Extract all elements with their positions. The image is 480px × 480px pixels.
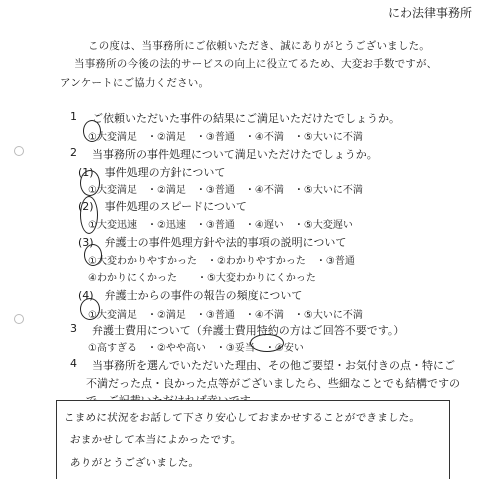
q2-text: 当事務所の事件処理について満足いただけたでしょうか。 xyxy=(92,148,378,161)
q1-answer-circle xyxy=(83,120,101,142)
q1-options: ①大変満足 ・②満足 ・③普通 ・④不満 ・⑤大いに不満 xyxy=(88,132,363,143)
q2-sub4-label: (4) 弁護士からの事件の報告の頻度について xyxy=(78,289,303,302)
q2-sub1-answer-circle xyxy=(80,170,100,196)
q2-sub2-answer-circle xyxy=(80,196,98,234)
q3-text: 弁護士費用について（弁護士費用特約の方はご回答不要です。） xyxy=(92,324,405,337)
handwritten-comment-line-1: こまめに状況をお話して下さり安心しておまかせすることができました。 xyxy=(63,412,421,424)
q4-number: 4 xyxy=(70,357,77,370)
intro-line-3: アンケートにご協力ください。 xyxy=(60,77,210,89)
q2-sub2-label: (2) 事件処理のスピードについて xyxy=(78,200,247,213)
handwritten-comment-line-3: ありがとうございました。 xyxy=(69,457,201,469)
q1-number: 1 xyxy=(70,110,77,123)
q2-sub2-options: ①大変迅速 ・②迅速 ・③普通 ・④遅い ・⑤大変遅い xyxy=(88,220,353,231)
intro-line-2: 当事務所の今後の法的サービスの向上に役立てるため、大変お手数ですが、 xyxy=(74,58,438,70)
q2-sub4-answer-circle xyxy=(80,298,100,320)
q2-sub1-options: ①大変満足 ・②満足 ・③普通 ・④不満 ・⑤大いに不満 xyxy=(88,185,363,196)
q4-line-1: 当事務所を選んでいただいた理由、その他ご要望・お気付きの点・特にご xyxy=(92,359,455,372)
q2-sub3-label: (3) 弁護士の事件処理方針や法的事項の説明について xyxy=(78,236,347,249)
q2-sub3-options-b: ④わかりにくかった ・⑤大変わかりにくかった xyxy=(88,273,316,284)
q2-number: 2 xyxy=(70,146,77,159)
binder-hole xyxy=(14,146,24,156)
handwritten-comment-line-2: おまかせして本当によかったです。 xyxy=(69,434,243,446)
q1-text: ご依頼いただいた事件の結果にご満足いただけたでしょうか。 xyxy=(92,112,400,125)
q3-number: 3 xyxy=(70,322,77,335)
q2-sub1-label: (1) 事件処理の方針について xyxy=(78,166,226,179)
law-firm-name: にわ法律事務所 xyxy=(387,6,472,20)
binder-hole xyxy=(14,314,24,324)
q3-options: ①高すぎる ・②やや高い ・③妥当 ・④安い xyxy=(88,343,304,354)
q4-line-2: 不満だった点・良かった点等がございましたら、些細なことでも結構ですの xyxy=(86,377,460,390)
intro-line-1: この度は、当事務所にご依頼いただき、誠にありがとうございました。 xyxy=(88,40,430,52)
q3-answer-circle xyxy=(250,334,284,352)
q2-sub3-answer-circle xyxy=(84,244,102,266)
q2-sub4-options: ①大変満足 ・②満足 ・③普通 ・④不満 ・⑤大いに不満 xyxy=(88,310,363,321)
q2-sub3-options-a: ①大変わかりやすかった ・②わかりやすかった ・③普通 xyxy=(88,256,355,267)
